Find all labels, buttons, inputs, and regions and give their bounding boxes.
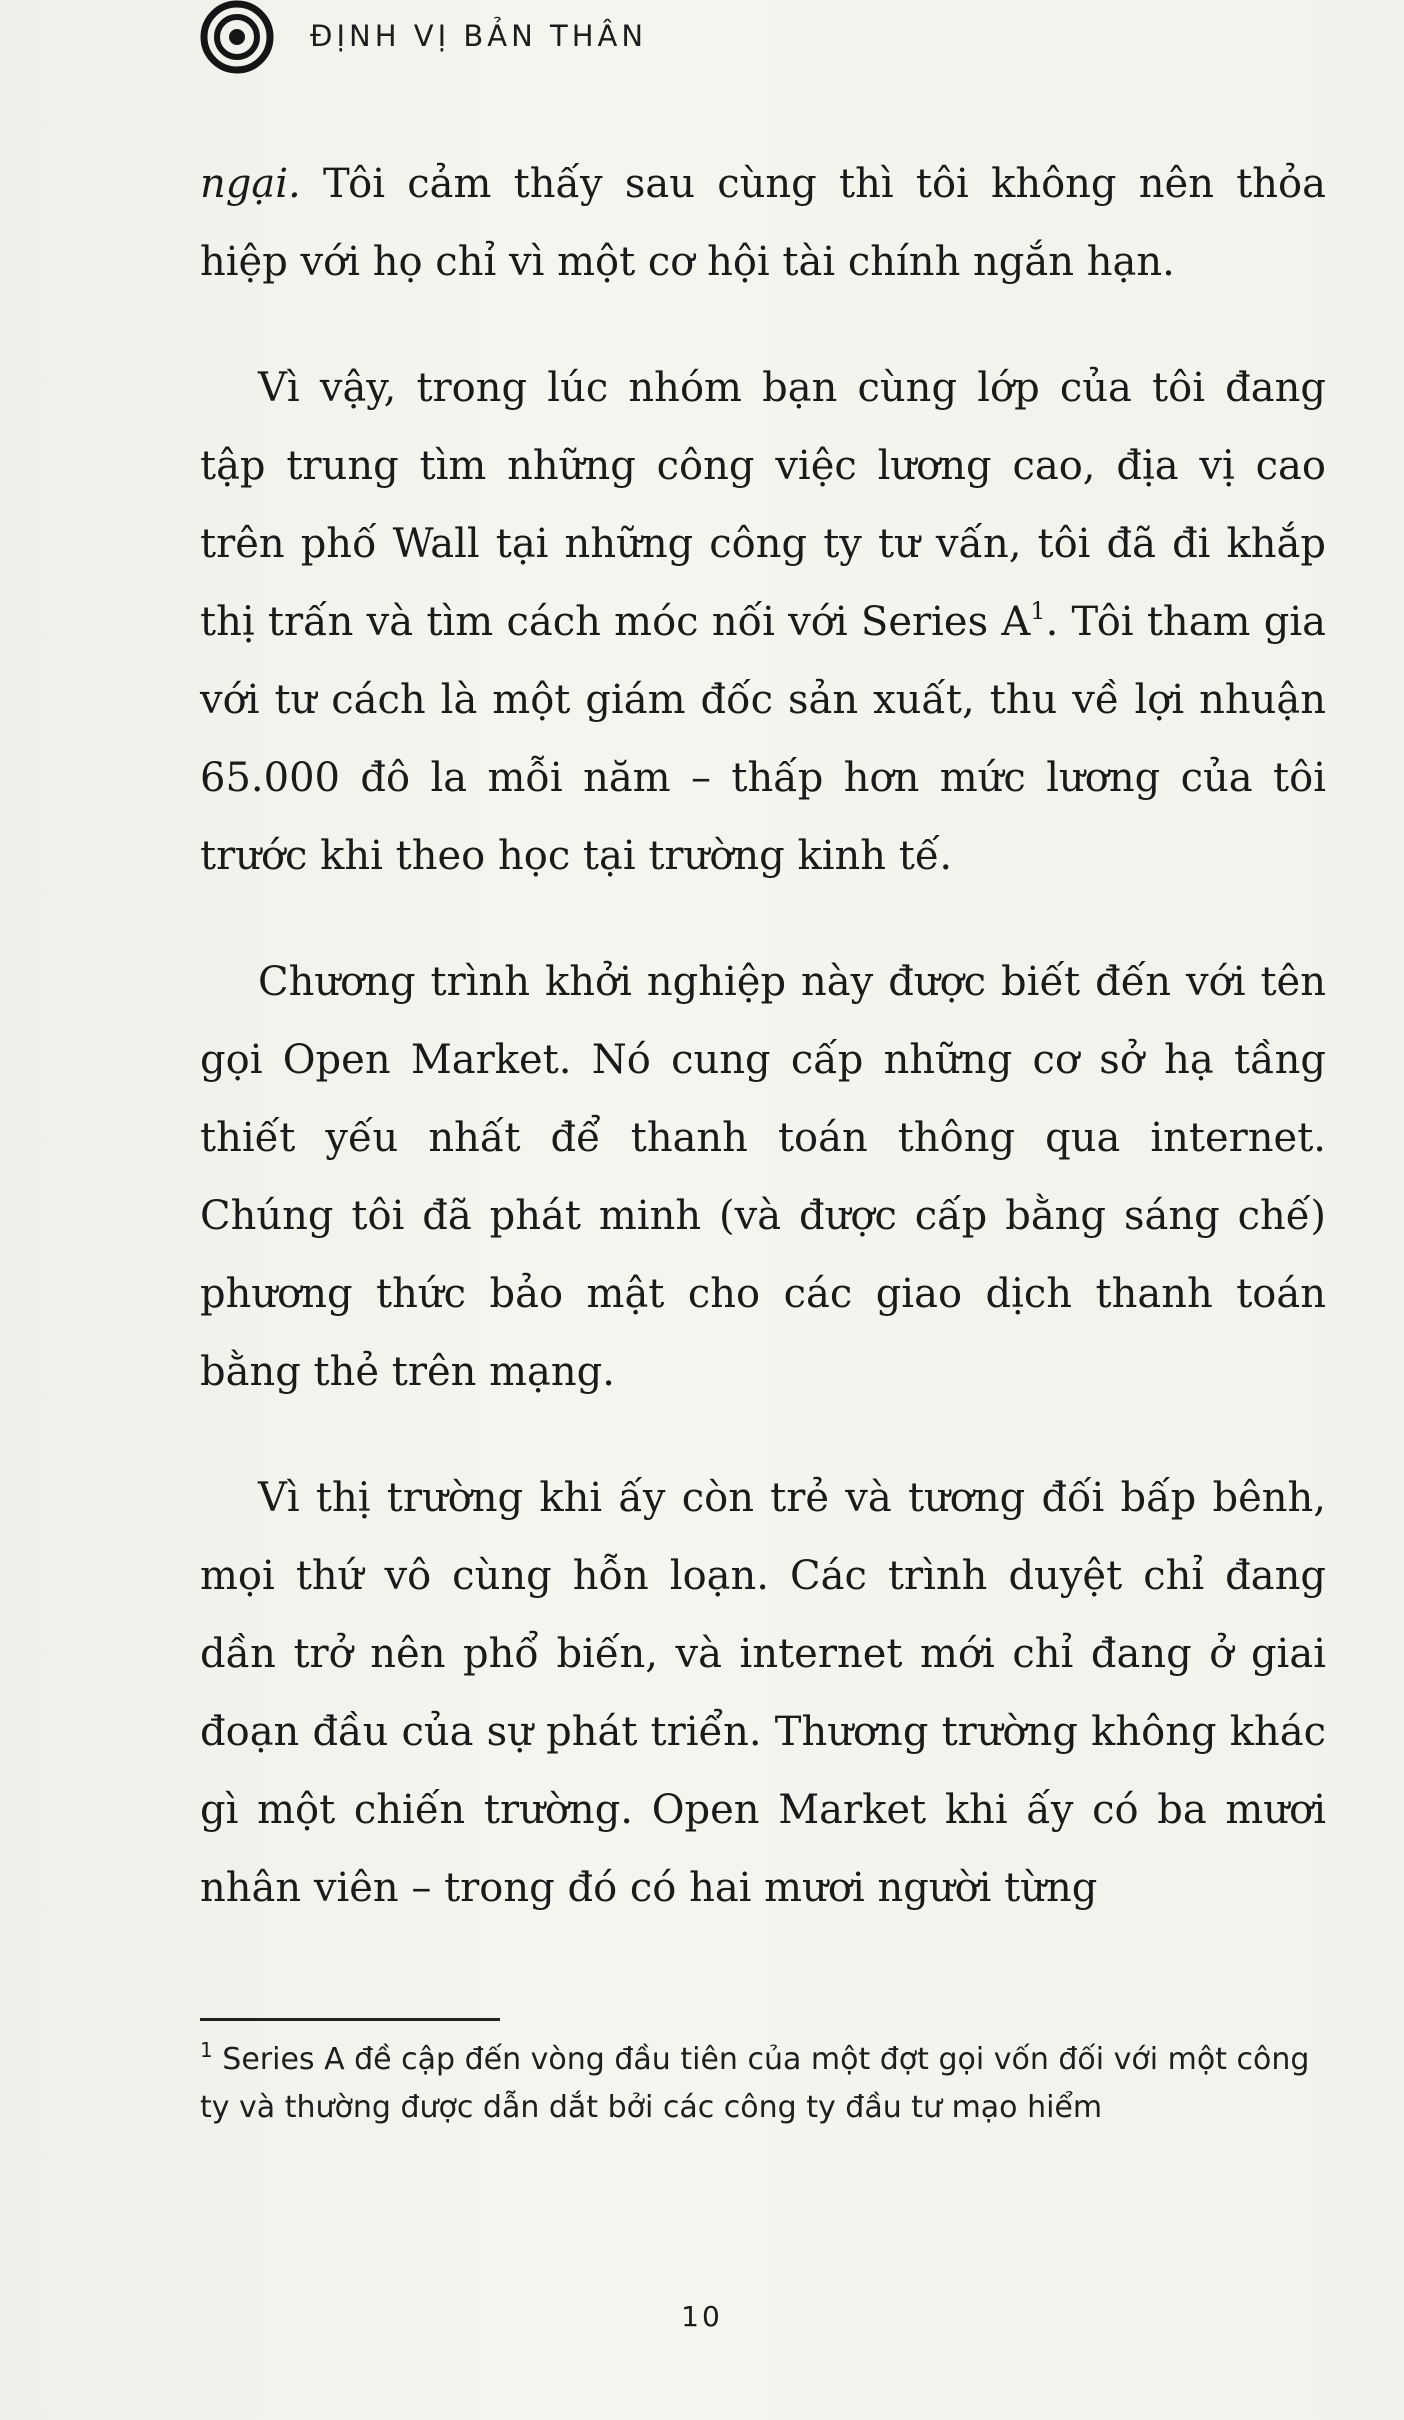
body-text bbox=[200, 145, 1326, 1975]
concentric-circles-icon bbox=[200, 0, 274, 74]
paragraph-4 bbox=[200, 1459, 1326, 1927]
page-number: 10 bbox=[681, 2300, 723, 2333]
footnote-divider bbox=[200, 2018, 500, 2021]
footnote-marker: 1 bbox=[200, 2038, 213, 2062]
paragraph-4-text: Vì thị trường khi ấy còn trẻ và tương đối bấp bênh, mọi thứ vô cùng hỗn loạn. Các trình duyệt chỉ đang dần trở nên phổ biến, và internet mới chỉ đang ở giai đoạn đầu của sự phát triển. Thương trường không khác gì một chiến trường. Open Market khi ấy có ba mươi nhân viên – trong đó có hai mươi người từng bbox=[200, 1475, 1326, 1911]
paragraph-1 bbox=[200, 145, 1326, 301]
running-title: ĐỊNH VỊ BẢN THÂN bbox=[310, 19, 648, 53]
paragraph-3 bbox=[200, 943, 1326, 1411]
paragraph-1-italic-lead: ngại. bbox=[200, 161, 301, 207]
footnote-text: Series A đề cập đến vòng đầu tiên của một đợt gọi vốn đối với một công ty và thường được dẫn dắt bởi các công ty đầu tư mạo hiểm bbox=[200, 2042, 1310, 2125]
page-header bbox=[200, 0, 647, 80]
paragraph-2-text-after: . Tôi tham gia với tư cách là một giám đốc sản xuất, thu về lợi nhuận 65.000 đô la mỗi năm – thấp hơn mức lương của tôi trước khi theo học tại trường kinh tế. bbox=[200, 599, 1326, 879]
footnote-reference: 1 bbox=[1030, 597, 1046, 625]
footnote bbox=[200, 2036, 1326, 2132]
paragraph-2 bbox=[200, 349, 1326, 895]
paragraph-1-text: Tôi cảm thấy sau cùng thì tôi không nên thỏa hiệp với họ chỉ vì một cơ hội tài chính ngắn hạn. bbox=[200, 161, 1326, 285]
paragraph-3-text: Chương trình khởi nghiệp này được biết đến với tên gọi Open Market. Nó cung cấp những cơ sở hạ tầng thiết yếu nhất để thanh toán thông qua internet. Chúng tôi đã phát minh (và được cấp bằng sáng chế) phương thức bảo mật cho các giao dịch thanh toán bằng thẻ trên mạng. bbox=[200, 959, 1326, 1395]
paragraph-2-text-before: Vì vậy, trong lúc nhóm bạn cùng lớp của tôi đang tập trung tìm những công việc lương cao, địa vị cao trên phố Wall tại những công ty tư vấn, tôi đã đi khắp thị trấn và tìm cách móc nối với Series A bbox=[200, 365, 1326, 645]
